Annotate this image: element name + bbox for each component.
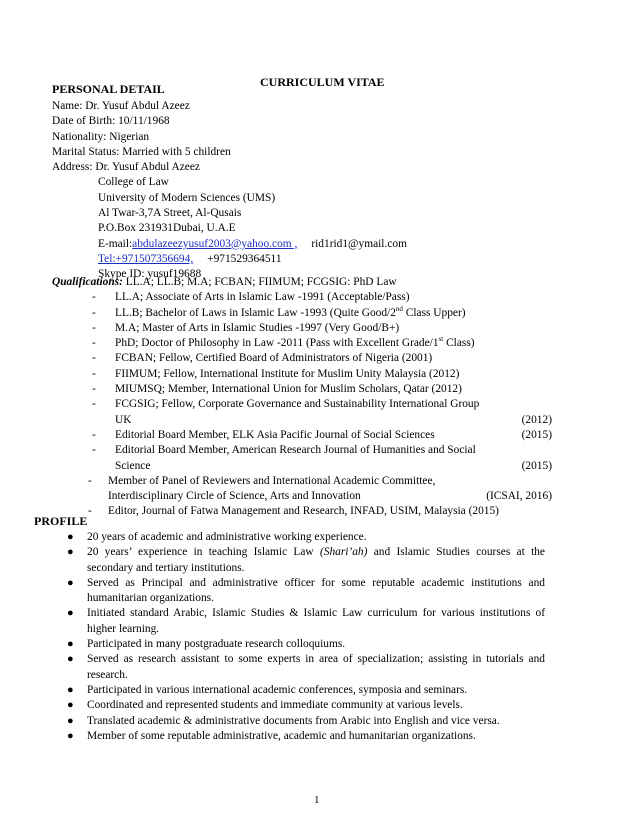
bullet-icon: ● <box>67 531 74 543</box>
profile-text: Member of some reputable administrative, academic and humanitarian organizations. <box>87 729 476 742</box>
list-item <box>60 637 545 652</box>
address-line: College of Law <box>98 176 169 189</box>
list-item <box>60 729 545 744</box>
page-number: 1 <box>314 794 320 806</box>
profile-text: Participated in various international academic conferences, symposia and seminars. <box>87 683 468 696</box>
list-item: - PhD; Doctor of Philosophy in Law -2011 (Pass with Excellent Grade/1st Class) <box>92 335 475 350</box>
list-item <box>60 698 545 713</box>
list-item <box>60 714 545 729</box>
qualification-second-line <box>115 413 552 428</box>
dob-line: Date of Birth: 10/11/1968 <box>52 115 170 128</box>
qualification-text: LL.A; Associate of Arts in Islamic Law -1991 (Acceptable/Pass) <box>115 291 410 304</box>
profile-text-tail: and Islamic Studies courses at the secondary and tertiary institutions. <box>87 546 545 574</box>
list-item: - LL.A; Associate of Arts in Islamic Law -1991 (Acceptable/Pass) <box>92 291 410 304</box>
address-line: Al Twar-3,7A Street, Al-Qusais <box>98 207 242 220</box>
qualification-text: Editor, Journal of Fatwa Management and Research, INFAD, USIM, Malaysia (2015) <box>108 505 499 518</box>
email-link[interactable]: abdulazeezyusuf2003@yahoo.com , <box>132 237 298 250</box>
name-line: Name: Dr. Yusuf Abdul Azeez <box>52 100 190 112</box>
qualification-text: LL.B; Bachelor of Laws in Islamic Law -1993 (Quite Good/2 <box>115 306 396 319</box>
list-item: - LL.B; Bachelor of Laws in Islamic Law -1993 (Quite Good/2nd Class Upper) <box>92 304 466 319</box>
bullet-icon: ● <box>67 683 74 696</box>
list-item: - M.A; Master of Arts in Islamic Studies -1997 (Very Good/B+) <box>92 321 400 334</box>
marital-status-line: Marital Status: Married with 5 children <box>52 145 231 158</box>
skype-line: Skype ID: yusuf19688 <box>98 268 202 281</box>
qualification-text: FCGSIG; Fellow, Corporate Governance and Sustainability International Group <box>115 398 480 411</box>
qualification-line2-left: UK <box>115 413 132 426</box>
profile-text: Initiated standard Arabic, Islamic Studies & Islamic Law curriculum for various institutions of higher learning. <box>87 607 545 635</box>
list-item <box>60 683 545 698</box>
nationality-line: Nationality: Nigerian <box>52 130 150 143</box>
qualification-line2-left: Science <box>115 459 151 472</box>
profile-text: Translated academic & administrative documents from Arabic into English and vice versa. <box>87 714 500 727</box>
phone-alt: +971529364511 <box>207 252 282 265</box>
qualification-tail: Class Upper) <box>402 306 466 319</box>
qualifications-summary-text: LL.A; LL.B; M.A; FCBAN; FIIMUM; FCGSIG: PhD Law <box>122 276 397 288</box>
qualification-tail: Class) <box>443 337 475 350</box>
profile-heading: PROFILE <box>34 514 88 528</box>
list-item <box>60 545 545 576</box>
qualifications-summary <box>52 275 552 290</box>
list-item <box>60 576 545 607</box>
profile-text: 20 years’ experience in teaching Islamic Law <box>87 546 320 559</box>
qualification-line2-left: Interdisciplinary Circle of Science, Arts and Innovation <box>108 490 361 503</box>
document-title: CURRICULUM VITAE <box>260 75 385 89</box>
bullet-icon: ● <box>67 576 74 589</box>
qualification-text: M.A; Master of Arts in Islamic Studies -1997 (Very Good/B+) <box>115 321 400 334</box>
bullet-icon: ● <box>67 546 74 559</box>
qualification-row <box>115 428 552 443</box>
qualification-text: PhD; Doctor of Philosophy in Law -2011 (Pass with Excellent Grade/1 <box>115 337 439 350</box>
list-item <box>60 530 545 545</box>
bullet-icon: ● <box>67 607 74 620</box>
qualification-text: Editorial Board Member, American Research Journal of Humanities and Social <box>115 444 476 457</box>
qualification-text: MIUMSQ; Member, International Union for Muslim Scholars, Qatar (2012) <box>115 383 462 396</box>
qualification-text: Editorial Board Member, ELK Asia Pacific Journal of Social Sciences <box>115 428 435 441</box>
ordinal-suffix: nd <box>395 304 403 313</box>
profile-emphasis: (Shari’ah) <box>319 546 368 559</box>
address-line: P.O.Box 231931Dubai, U.A.E <box>98 222 236 235</box>
bullet-icon: ● <box>67 699 74 712</box>
profile-text: Served as Principal and administrative officer for some reputable academic institutions and humanitarian organizations. <box>87 576 545 605</box>
phone-line <box>52 252 612 267</box>
qualification-year: (ICSAI, 2016) <box>486 490 552 503</box>
email-line <box>52 237 612 252</box>
email-prefix: E-mail: <box>98 237 133 250</box>
bullet-icon: ● <box>67 653 74 666</box>
bullet-icon: ● <box>67 729 74 742</box>
address-line: University of Modern Sciences (UMS) <box>98 191 276 204</box>
qualifications-section <box>52 275 552 520</box>
qualification-second-line <box>115 459 552 474</box>
bullet-icon: ● <box>67 714 74 727</box>
profile-text: Coordinated and represented students and immediate community at various levels. <box>87 699 463 712</box>
personal-detail-heading: PERSONAL DETAIL <box>52 82 165 96</box>
list-item: - FCBAN; Fellow, Certified Board of Administrators of Nigeria (2001) <box>92 352 433 365</box>
profile-text: Participated in many postgraduate research colloquiums. <box>87 638 346 651</box>
list-item <box>60 606 545 637</box>
qualification-year: (2015) <box>521 428 552 441</box>
qualification-year: (2015) <box>521 459 552 472</box>
qualification-text: FIIMUM; Fellow, International Institute for Muslim Unity Malaysia (2012) <box>115 367 460 380</box>
personal-details <box>52 99 612 283</box>
qualification-year: (2012) <box>521 413 552 426</box>
qualifications-list <box>52 290 552 519</box>
address-label: Address: Dr. Yusuf Abdul Azeez <box>52 161 200 174</box>
list-item: - FIIMUM; Fellow, International Institute for Muslim Unity Malaysia (2012) <box>92 367 460 380</box>
list-item: - Member of Panel of Reviewers and International Academic Committee, Interdisciplinary Circle of Science, Arts and Innovation (ICSAI, 2016) <box>52 474 552 505</box>
qualification-text: Member of Panel of Reviewers and International Academic Committee, <box>108 474 436 487</box>
qualification-second-line <box>108 489 552 504</box>
phone-link[interactable]: Tel:+971507356694, <box>98 252 194 265</box>
list-item <box>60 652 545 683</box>
list-item: - Editorial Board Member, ELK Asia Pacific Journal of Social Sciences (2015) <box>52 428 552 443</box>
email-alt: rid1rid1@ymail.com <box>311 237 407 250</box>
list-item: - Editor, Journal of Fatwa Management and Research, INFAD, USIM, Malaysia (2015) <box>88 505 499 518</box>
list-item: - FCGSIG; Fellow, Corporate Governance and Sustainability International Group UK (2012) <box>52 397 552 428</box>
ordinal-suffix: st <box>438 335 444 344</box>
qualifications-label: Qualifications: <box>52 276 123 288</box>
bullet-icon: ● <box>67 638 74 651</box>
list-item: - Editorial Board Member, American Research Journal of Humanities and Social Science (2015) <box>52 443 552 474</box>
profile-text: Served as research assistant to some experts in area of specialization; assisting in tutorials and research. <box>87 653 545 681</box>
profile-text: 20 years of academic and administrative working experience. <box>87 531 367 543</box>
qualification-text: FCBAN; Fellow, Certified Board of Administrators of Nigeria (2001) <box>115 352 433 365</box>
profile-list <box>60 530 545 744</box>
list-item: - MIUMSQ; Member, International Union for Muslim Scholars, Qatar (2012) <box>92 383 462 396</box>
